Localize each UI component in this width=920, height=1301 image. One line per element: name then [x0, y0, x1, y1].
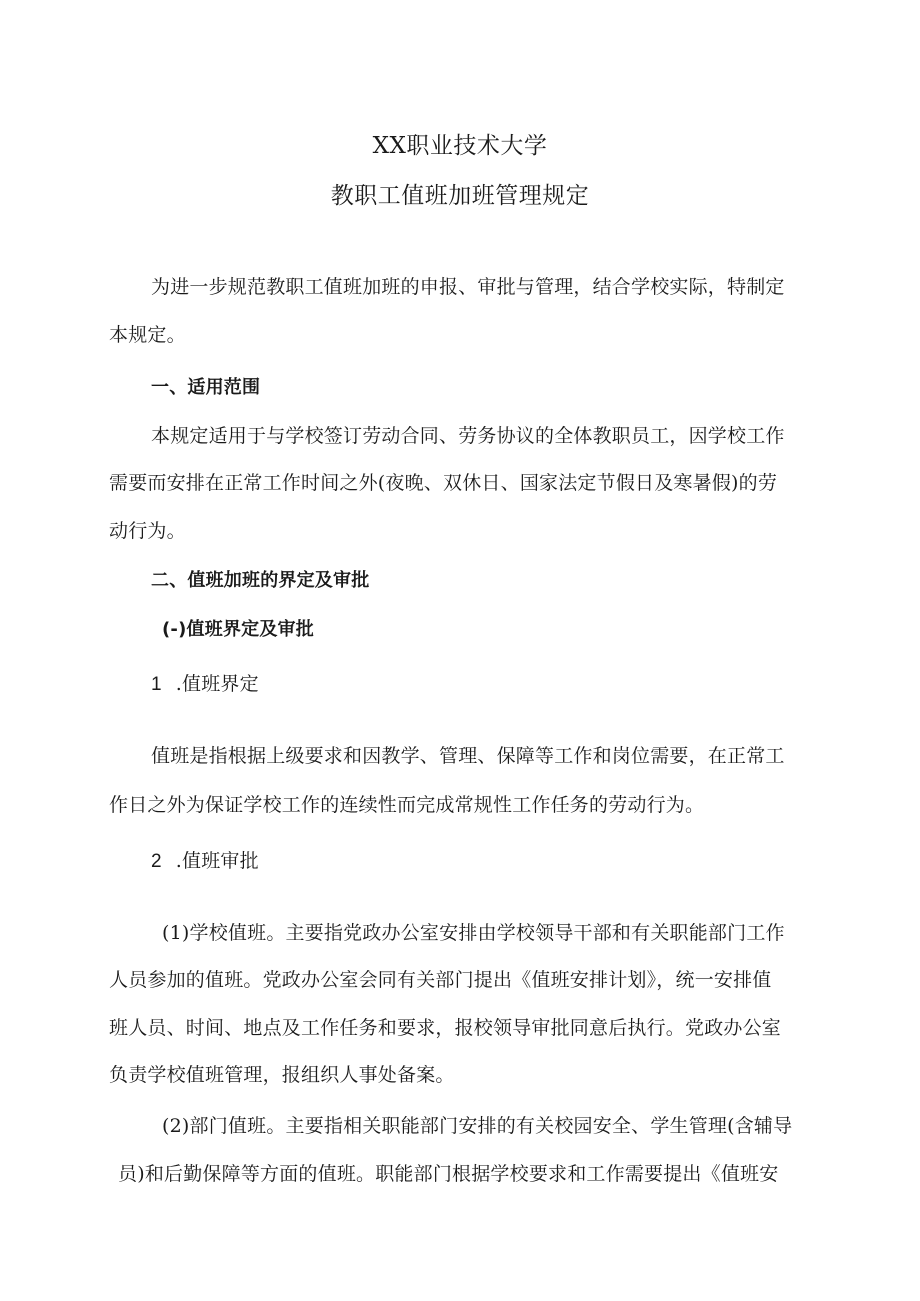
item2-para2-line: (2)部门值班。主要指相关职能部门安排的有关校园安全、学生管理(含辅导: [162, 1115, 793, 1137]
section1-body-line: 需要而安排在正常工作时间之外(夜晚、双休日、国家法定节假日及寒暑假)的劳: [109, 472, 778, 494]
item2-para2-line: 员)和后勤保障等方面的值班。职能部门根据学校要求和工作需要提出《值班安: [118, 1163, 779, 1185]
item2-para1-line: 班人员、时间、地点及工作任务和要求，报校领导审批同意后执行。党政办公室: [109, 1017, 782, 1039]
item2-heading: [151, 846, 259, 873]
item1-heading: [151, 669, 259, 696]
item1-label: .值班界定: [175, 673, 259, 695]
document-title-regulation: 教职工值班加班管理规定: [330, 183, 590, 209]
section1-heading: 一、适用范围: [151, 377, 261, 398]
section2-heading: 二、值班加班的界定及审批: [151, 570, 370, 591]
item2-para1-line: (1)学校值班。主要指党政办公室安排由学校领导干部和有关职能部门工作: [162, 922, 785, 944]
intro-line: 为进一步规范教职工值班加班的申报、审批与管理，结合学校实际，特制定: [151, 276, 785, 298]
item1-number: 1: [151, 674, 162, 695]
intro-line: 本规定。: [109, 324, 186, 346]
section2-subheading: (-)值班界定及审批: [162, 619, 314, 640]
item2-label: .值班审批: [175, 850, 259, 872]
section1-body-line: 本规定适用于与学校签订劳动合同、劳务协议的全体教职员工，因学校工作: [151, 425, 785, 447]
document-title-institution: XX职业技术大学: [372, 133, 548, 159]
item2-para1-line: 人员参加的值班。党政办公室会同有关部门提出《值班安排计划》，统一安排值: [109, 969, 772, 991]
section1-body-line: 动行为。: [109, 520, 186, 542]
item2-number: 2: [151, 851, 162, 872]
item1-body-line: 值班是指根据上级要求和因教学、管理、保障等工作和岗位需要，在正常工: [151, 745, 785, 767]
item2-para1-line: 负责学校值班管理，报组织人事处备案。: [109, 1064, 455, 1086]
item1-body-line: 作日之外为保证学校工作的连续性而完成常规性工作任务的劳动行为。: [109, 794, 705, 816]
